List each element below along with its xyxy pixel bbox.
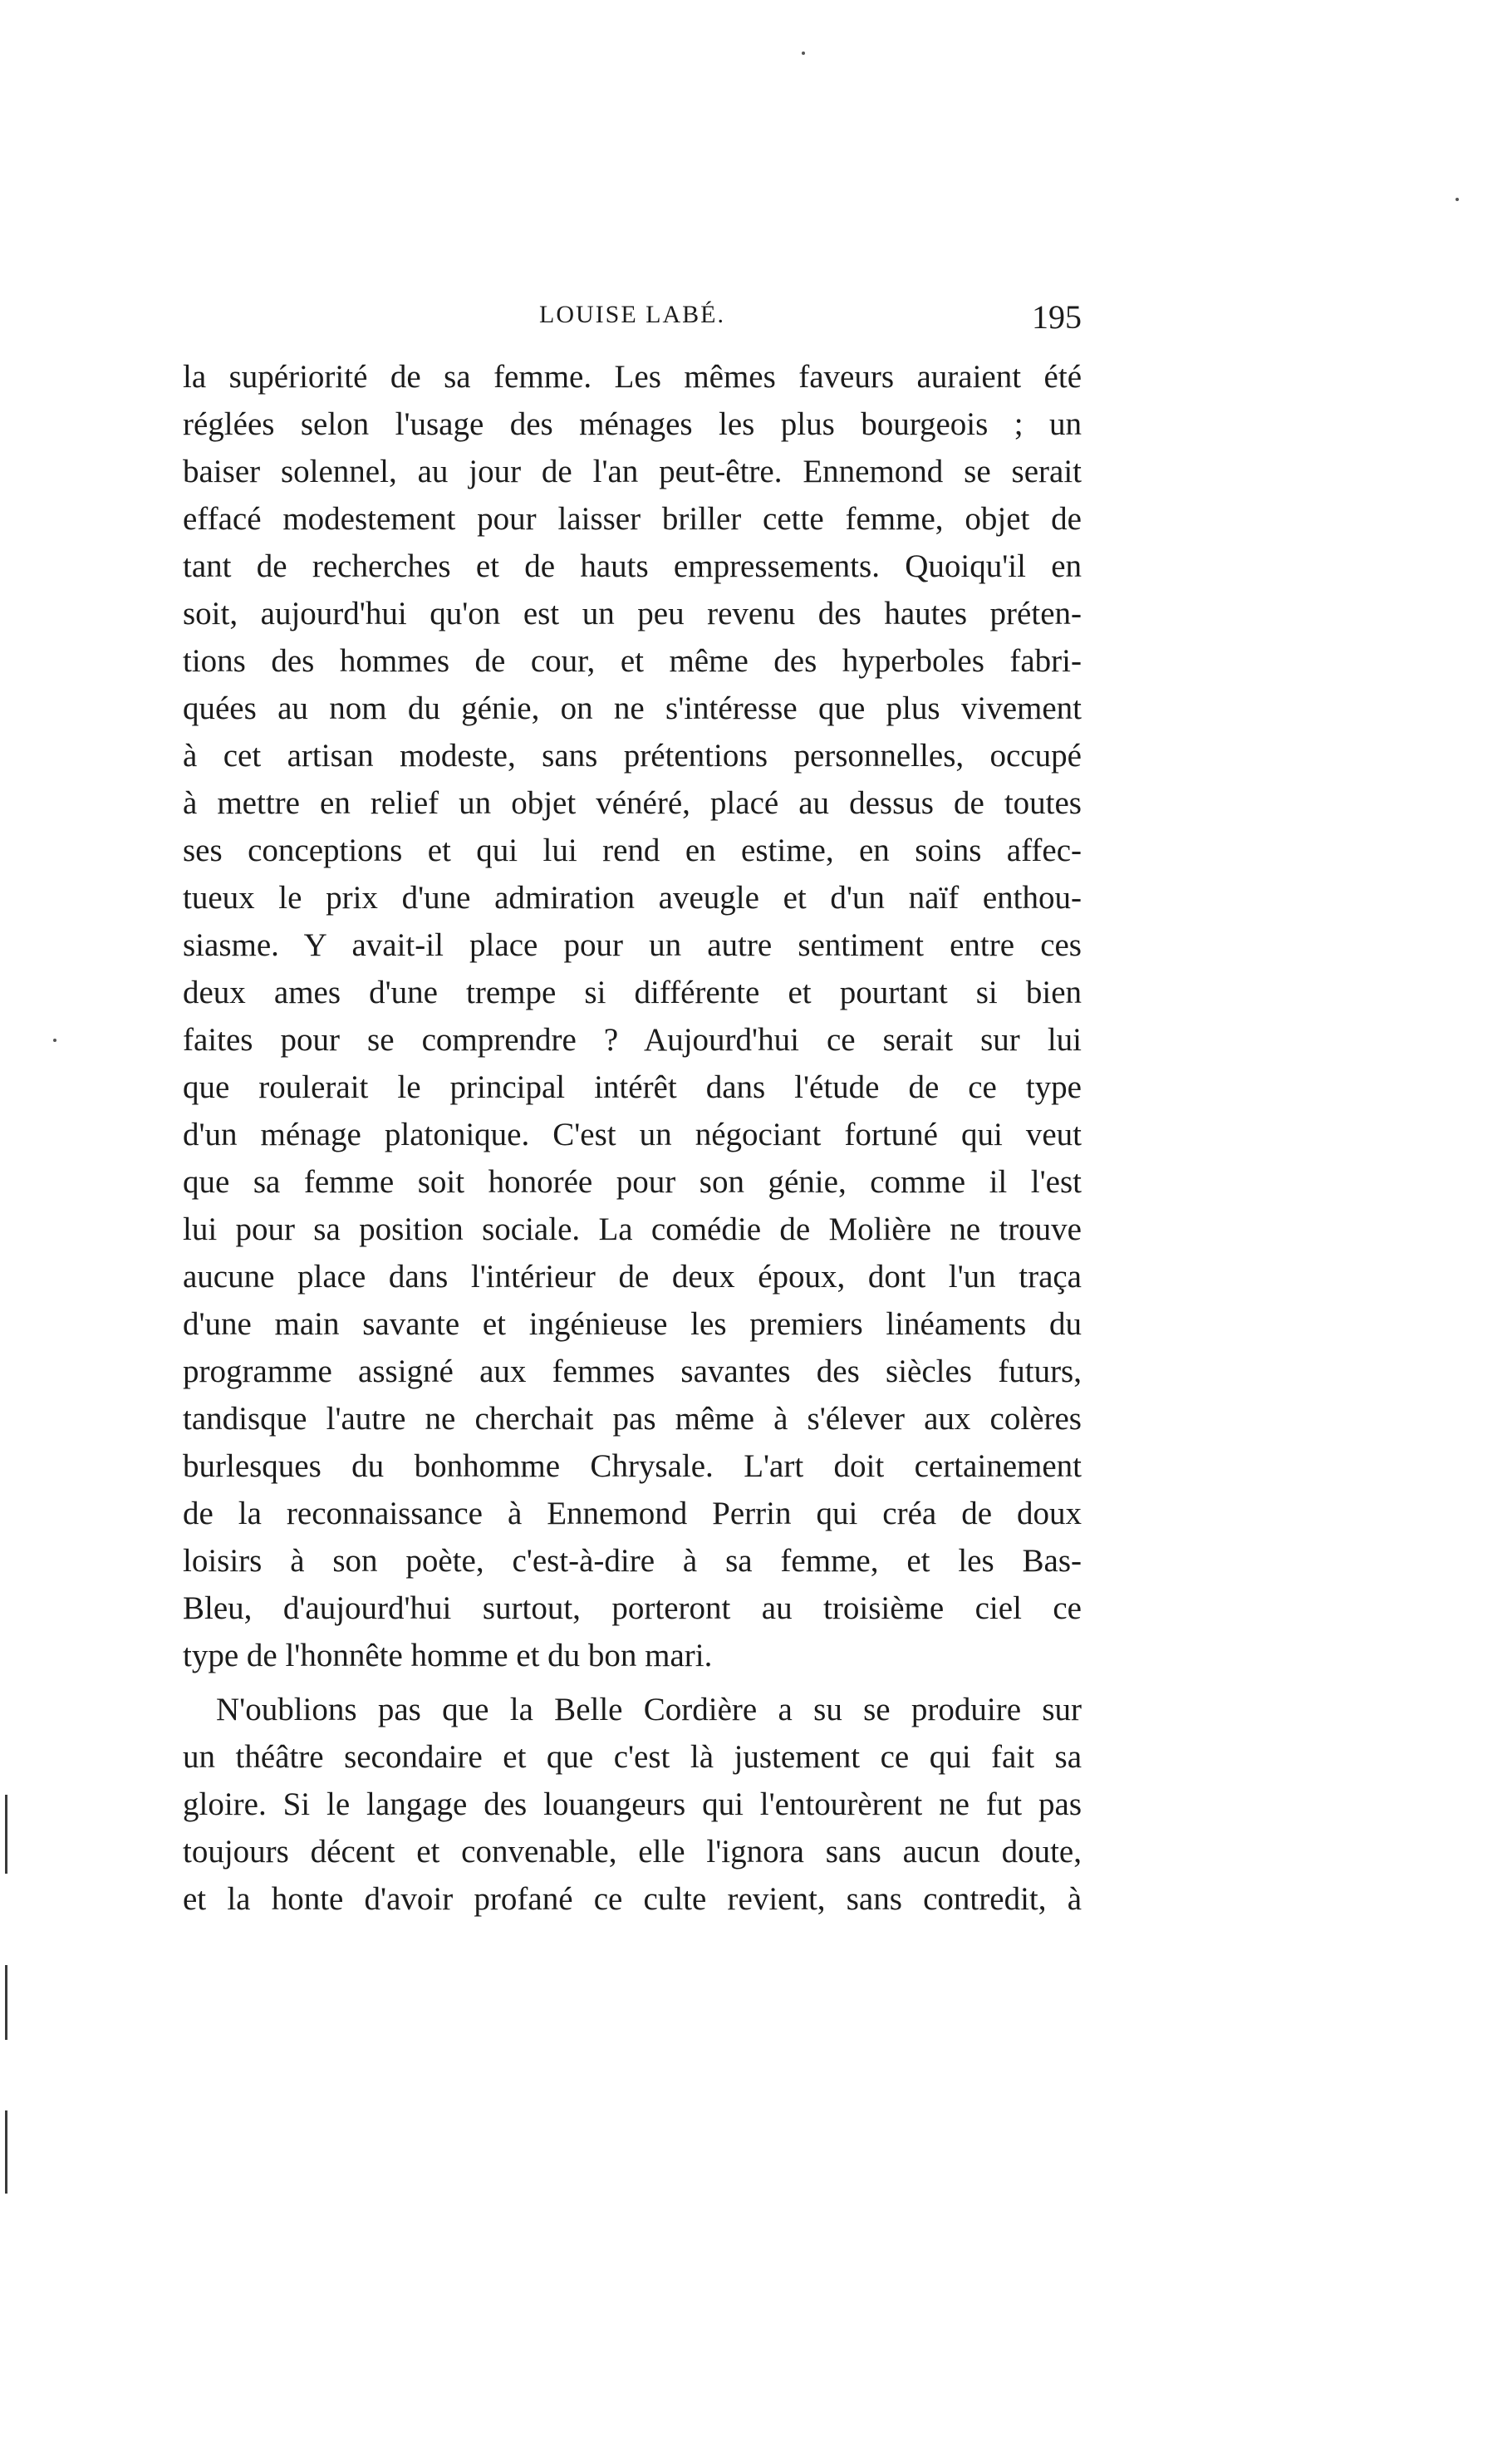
text-line: quées au nom du génie, on ne s'intéresse que plus vivement [183,690,1082,726]
text-line: toujours décent et convenable, elle l'ignora sans aucun doute, [183,1834,1082,1870]
text-line: lui pour sa position sociale. La comédie de Molière ne trouve [183,1211,1082,1247]
text-line: d'un ménage platonique. C'est un négociant fortuné qui veut [183,1117,1082,1152]
text-line: que sa femme soit honorée pour son génie, comme il l'est [183,1164,1082,1200]
text-line: gloire. Si le langage des louangeurs qui l'entourèrent ne fut pas [183,1786,1082,1822]
text-line: faites pour se comprendre ? Aujourd'hui ce serait sur lui [183,1022,1082,1058]
paragraph-gap [183,1679,1082,1686]
text-line: Bleu, d'aujourd'hui surtout, porteront au troisième ciel ce [183,1590,1082,1626]
text-line: siasme. Y avait-il place pour un autre sentiment entre ces [183,927,1082,963]
paragraph [183,1686,1082,1923]
text-line: baiser solennel, au jour de l'an peut-être. Ennemond se serait [183,454,1082,489]
text-line: burlesques du bonhomme Chrysale. L'art doit certainement [183,1448,1082,1484]
text-line: à mettre en relief un objet vénéré, placé au dessus de toutes [183,785,1082,821]
page-number: 195 [1032,298,1082,336]
scan-edge-mark [5,1795,7,1874]
text-line: N'oublions pas que la Belle Cordière a su se produire sur [216,1692,1082,1727]
text-line: un théâtre secondaire et que c'est là justement ce qui fait sa [183,1739,1082,1775]
scan-speck [53,1039,56,1042]
text-line: réglées selon l'usage des ménages les plus bourgeois ; un [183,406,1082,442]
text-line: aucune place dans l'intérieur de deux époux, dont l'un traça [183,1259,1082,1295]
text-line: tant de recherches et de hauts empressements. Quoiqu'il en [183,548,1082,584]
running-head [183,297,1082,347]
text-line: effacé modestement pour laisser briller cette femme, objet de [183,501,1082,537]
text-line: type de l'honnête homme et du bon mari. [183,1638,713,1673]
text-line: ses conceptions et qui lui rend en estime, en soins affec- [183,833,1082,868]
text-line: deux ames d'une trempe si différente et pourtant si bien [183,975,1082,1010]
text-line: que roulerait le principal intérêt dans l'étude de ce type [183,1069,1082,1105]
text-line: programme assigné aux femmes savantes des siècles futurs, [183,1354,1082,1389]
text-line: de la reconnaissance à Ennemond Perrin qui créa de doux [183,1496,1082,1531]
text-line: tions des hommes de cour, et même des hyperboles fabri- [183,643,1082,679]
text-line: et la honte d'avoir profané ce culte revient, sans contredit, à [183,1881,1082,1917]
text-line: tueux le prix d'une admiration aveugle et d'un naïf enthou- [183,880,1082,916]
scan-edge-mark [5,2110,7,2194]
text-line: soit, aujourd'hui qu'on est un peu revenu des hautes préten- [183,596,1082,631]
text-line: à cet artisan modeste, sans prétentions personnelles, occupé [183,738,1082,774]
text-line: d'une main savante et ingénieuse les premiers linéaments du [183,1306,1082,1342]
scan-edge-mark [5,1965,7,2040]
scan-speck [802,52,805,55]
text-line: loisirs à son poète, c'est-à-dire à sa femme, et les Bas- [183,1543,1082,1579]
body-text [183,353,1082,1923]
text-line: la supériorité de sa femme. Les mêmes faveurs auraient été [183,359,1082,395]
running-title: LOUISE LABÉ. [539,301,725,328]
paragraph [183,353,1082,1679]
scan-speck [1456,198,1459,201]
text-line: tandisque l'autre ne cherchait pas même à s'élever aux colères [183,1401,1082,1437]
